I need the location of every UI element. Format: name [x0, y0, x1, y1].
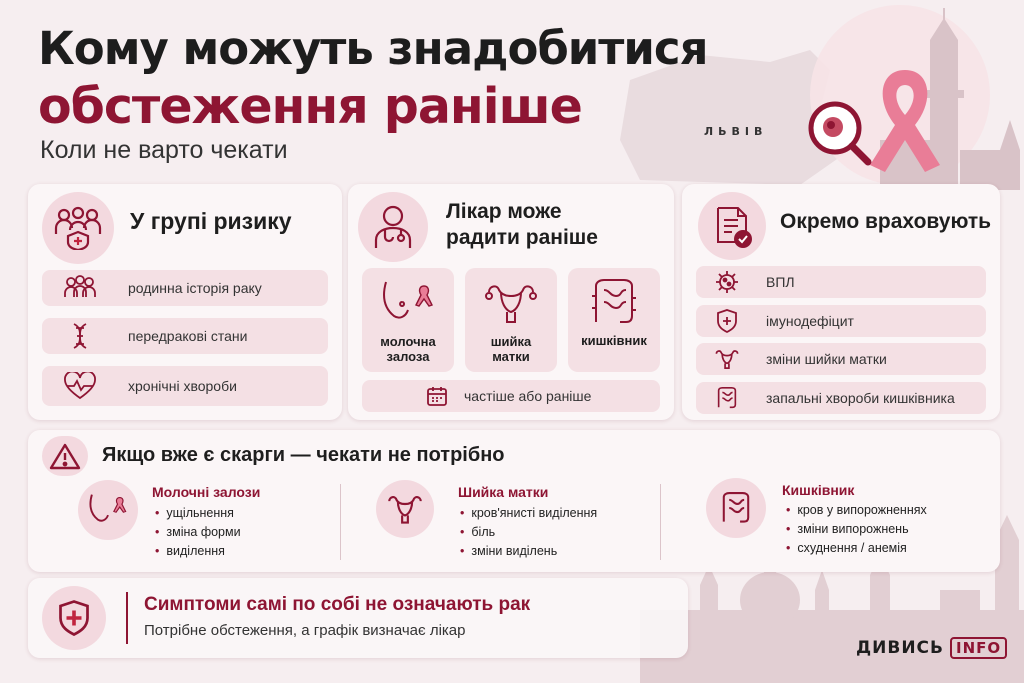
doctor-title-line2: радити раніше: [446, 226, 598, 249]
list-item: [42, 366, 328, 406]
list-item-label: передракові стани: [128, 328, 248, 344]
doctor-note: [362, 380, 660, 412]
complaints-title: Якщо вже є скарги — чекати не потрібно: [102, 444, 505, 466]
list-item: [696, 266, 986, 298]
uterus-icon: [713, 347, 741, 371]
list-item: • біль: [460, 523, 597, 542]
family-shield-icon: [42, 192, 114, 264]
doctor-note-label: частіше або раніше: [464, 388, 592, 404]
divider: [340, 484, 341, 560]
shield-plus-icon: [42, 586, 106, 650]
list-item: • кров у випорожненнях: [786, 501, 927, 520]
list-item: [696, 343, 986, 375]
list-item: [42, 318, 328, 354]
symptom-group-title: Молочні залози: [152, 484, 261, 500]
list-item: • схуднення / анемія: [786, 539, 927, 558]
breast-ribbon-icon: [78, 480, 138, 540]
calendar-icon: [426, 385, 448, 407]
organ-card-intestine: [568, 268, 660, 372]
brand-suffix: INFO: [950, 637, 1007, 659]
footer-text: Потрібне обстеження, а графік визначає лікар: [144, 622, 466, 639]
symptom-group-title: Кишківник: [782, 482, 855, 498]
list-item: • зміни випорожнень: [786, 520, 927, 539]
warning-icon: [42, 436, 88, 476]
list-item: [42, 270, 328, 306]
list-item: • зміни виділень: [460, 542, 597, 561]
dna-icon: [64, 322, 96, 350]
breast-ribbon-icon: [378, 278, 438, 328]
list-item: • кров'янисті виділення: [460, 504, 597, 523]
virus-icon: [714, 269, 740, 295]
brand-name: ДИВИСЬ: [856, 638, 944, 658]
list-item: • виділення: [155, 542, 241, 561]
symptom-list: [460, 504, 597, 561]
document-check-icon: [698, 192, 766, 260]
list-item-label: імунодефіцит: [766, 313, 854, 329]
footer-title: Симптоми самі по собі не означають рак: [144, 594, 531, 615]
uterus-icon: [483, 278, 539, 328]
intestine-icon: [586, 276, 642, 328]
uterus-icon: [376, 480, 434, 538]
doctor-title-line1: Лікар може: [446, 200, 562, 223]
list-item-label: хронічні хвороби: [128, 378, 237, 394]
organ-label: шийка матки: [490, 334, 532, 364]
list-item-label: ВПЛ: [766, 274, 795, 290]
symptom-list: [786, 501, 927, 558]
city-label: ЛЬВІВ: [704, 125, 768, 138]
family-icon: [64, 275, 96, 301]
page-subtitle: Коли не варто чекати: [40, 136, 288, 164]
list-item: [696, 305, 986, 337]
page-title-line1: Кому можуть знадобитися: [38, 22, 708, 75]
divider: [126, 592, 128, 644]
divider: [660, 484, 661, 560]
organ-card-cervix: [465, 268, 557, 372]
list-item-label: запальні хвороби кишківника: [766, 390, 955, 406]
list-item-label: родинна історія раку: [128, 280, 262, 296]
brand-logo: [856, 637, 1007, 659]
organ-label: кишківник: [581, 333, 647, 348]
symptom-group-title: Шийка матки: [458, 484, 549, 500]
shield-plus-icon: [715, 308, 739, 334]
risk-group-title: У групі ризику: [130, 208, 292, 234]
page-title-line2: обстеження раніше: [38, 78, 582, 135]
list-item-label: зміни шийки матки: [766, 351, 887, 367]
list-item: • зміна форми: [155, 523, 241, 542]
intestine-icon: [706, 478, 766, 538]
doctor-icon: [358, 192, 428, 262]
list-item: [696, 382, 986, 414]
intestine-icon: [714, 385, 740, 411]
list-item: • ущільнення: [155, 504, 241, 523]
organ-label: молочна залоза: [380, 334, 436, 364]
organ-card-breast: [362, 268, 454, 372]
considered-title: Окремо враховують: [780, 210, 992, 233]
symptom-list: [155, 504, 241, 561]
heart-pulse-icon: [63, 372, 97, 400]
